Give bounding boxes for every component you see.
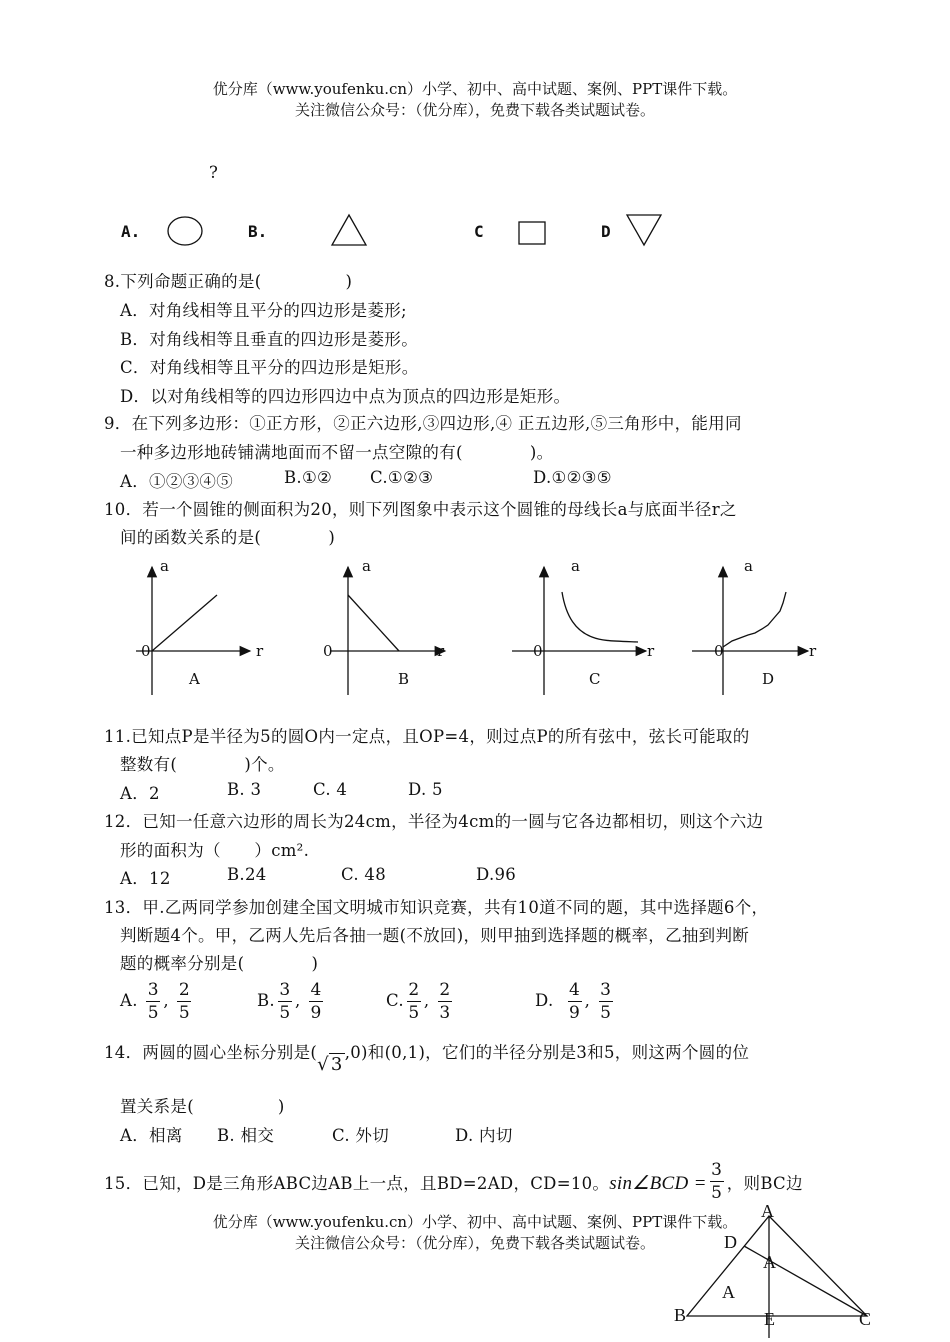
q8-option-c: C．对角线相等且平分的四边形是矩形。: [120, 358, 419, 377]
q12-option-b: B.24: [227, 865, 267, 884]
foot-e-label: E: [764, 1309, 775, 1329]
footer-line-1: 优分库（www.youfenku.cn）小学、初中、高中试题、案例、PPT课件下载。: [212, 1213, 738, 1231]
q8-option-a: A．对角线相等且平分的四边形是菱形;: [120, 301, 407, 320]
q7-option-d-label: D: [601, 222, 611, 241]
q14-stem-2: 置关系是( ): [120, 1097, 285, 1116]
option-label: B.: [257, 991, 275, 1010]
inner-region-label: A: [722, 1282, 735, 1302]
fraction: $\frac{3}{5}$: [600, 980, 612, 1023]
q10-stem-2: 间的函数关系的是( ): [120, 528, 336, 547]
q14-option-c: C. 外切: [332, 1126, 390, 1145]
graph-a-y-label: a: [160, 557, 169, 575]
graph-a-origin: 0: [141, 642, 151, 660]
option-label: D.: [535, 991, 554, 1010]
graph-d-origin: 0: [714, 642, 724, 660]
q8-option-d: D．以对角线相等的四边形四边中点为顶点的四边形是矩形。: [120, 387, 571, 406]
q9-stem-1: 9．在下列多边形：①正方形，②正六边形,③四边形,④ 正五边形,⑤三角形中，能用同: [104, 414, 742, 433]
q13-option-c: C. $\frac{2}{5}$ , $\frac{2}{3}$: [386, 980, 451, 1023]
vertex-b-label: B: [674, 1305, 687, 1325]
q12-option-d: D.96: [476, 865, 517, 884]
q11-option-c: C. 4: [313, 780, 348, 799]
q13-stem-2: 判断题4个。甲，乙两人先后各抽一题(不放回)，则甲抽到选择题的概率，乙抽到判断: [120, 926, 750, 945]
q14-option-a: A．相离: [120, 1126, 183, 1145]
q8-option-b: B．对角线相等且垂直的四边形是菱形。: [120, 330, 419, 349]
q9-option-a: A．①②③④⑤: [120, 472, 234, 491]
graph-c-origin: 0: [533, 642, 543, 660]
q7-option-c-label: C: [474, 222, 484, 241]
triangle-icon: [329, 212, 369, 248]
q9-option-d: D.①②③⑤: [533, 468, 612, 487]
q14-option-b: B. 相交: [217, 1126, 275, 1145]
fraction: $\frac{3}{5}$: [711, 1160, 723, 1203]
q9-option-b: B.①②: [284, 468, 333, 487]
q11-option-d: D. 5: [408, 780, 443, 799]
graph-d-letter: D: [762, 670, 775, 688]
graph-d-x-label: r: [809, 642, 817, 660]
vertex-c-label: C: [859, 1309, 872, 1329]
vertex-a-label: A: [761, 1201, 774, 1221]
graph-c-letter: C: [589, 670, 601, 688]
q12-option-a: A．12: [120, 869, 171, 888]
graph-b-letter: B: [398, 670, 410, 688]
graph-b-origin: 0: [323, 642, 333, 660]
option-label: A.: [120, 991, 138, 1010]
q11-option-a: A．2: [120, 784, 160, 803]
q7-option-a-label: A.: [121, 222, 141, 241]
q14-option-d: D. 内切: [455, 1126, 513, 1145]
vertex-d-label: D: [724, 1232, 737, 1252]
footer-line-2: 关注微信公众号：（优分库），免费下载各类试题试卷。: [294, 1234, 655, 1252]
fraction: $\frac{4}{9}$: [569, 980, 581, 1023]
q9-option-c: C.①②③: [370, 468, 434, 487]
graph-c-x-label: r: [647, 642, 655, 660]
q13-stem-3: 题的概率分别是( ): [120, 954, 319, 973]
header-line-2: 关注微信公众号：（优分库），免费下载各类试题试卷。: [294, 101, 655, 119]
q8-stem: 8.下列命题正确的是( ): [104, 272, 353, 291]
q12-stem-2: 形的面积为（ ）cm².: [120, 841, 310, 860]
fraction: $\frac{3}{5}$: [279, 980, 291, 1023]
fraction: $\frac{4}{9}$: [310, 980, 322, 1023]
q11-option-b: B. 3: [227, 780, 262, 799]
graph-d: [690, 555, 815, 700]
q12-stem-1: 12．已知一任意六边形的周长为24cm，半径为4cm的一圆与它各边都相切，则这个六边: [104, 812, 764, 831]
q10-stem-1: 10．若一个圆锥的侧面积为20，则下列图象中表示这个圆锥的母线长a与底面半径r之: [104, 500, 737, 519]
fraction: $\frac{2}{5}$: [178, 980, 190, 1023]
q13-stem-1: 13．甲.乙两同学参加创建全国文明城市知识竞赛，共有10道不同的题，其中选择题6个，: [104, 898, 769, 917]
graph-d-y-label: a: [744, 557, 753, 575]
graph-c: [510, 555, 655, 700]
fraction: $\frac{3}{5}$: [147, 980, 159, 1023]
graph-c-y-label: a: [571, 557, 580, 575]
graph-a-x-label: r: [256, 642, 264, 660]
q13-option-a: A. $\frac{3}{5}$ , $\frac{2}{5}$: [120, 980, 190, 1023]
circle-icon: [166, 214, 204, 248]
graph-a-letter: A: [189, 670, 200, 688]
q12-option-c: C. 48: [341, 865, 387, 884]
q7-option-b-label: B.: [248, 222, 268, 241]
q9-stem-2: 一种多边形地砖铺满地面而不留一点空隙的有( )。: [120, 443, 554, 462]
q14-stem-1: 14．两圆的圆心坐标分别是(√ 3,0)和(0,1)，它们的半径分别是3和5，则这两个圆的位: [104, 1043, 750, 1075]
header-line-1: 优分库（www.youfenku.cn）小学、初中、高中试题、案例、PPT课件下载。: [212, 80, 738, 98]
q11-stem-1: 11.已知点P是半径为5的圆O内一定点，且OP=4，则过点P的所有弦中，弦长可能取的: [104, 727, 750, 746]
q11-stem-2: 整数有( )个。: [120, 755, 285, 774]
graph-b: [313, 555, 453, 700]
q13-option-b: B. $\frac{3}{5}$ , $\frac{4}{9}$: [257, 980, 322, 1023]
fraction: $\frac{2}{3}$: [439, 980, 451, 1023]
option-label: C.: [386, 991, 404, 1010]
intersection-label: A: [763, 1252, 776, 1272]
inverted-triangle-icon: [624, 212, 664, 248]
fraction: $\frac{2}{5}$: [408, 980, 420, 1023]
square-icon: [516, 219, 548, 247]
graph-b-y-label: a: [362, 557, 371, 575]
q13-option-d: D. $\frac{4}{9}$ , $\frac{3}{5}$: [535, 980, 612, 1023]
q15-stem: 15．已知，D是三角形ABC边AB上一点，且BD=2AD，CD=10。sin∠BCD = $\frac{3}{5}$ ，则BC边: [104, 1160, 803, 1203]
graph-b-x-label: r: [437, 642, 445, 660]
sqrt-symbol: √ 3: [317, 1054, 343, 1075]
question-mark: ?: [209, 163, 219, 182]
